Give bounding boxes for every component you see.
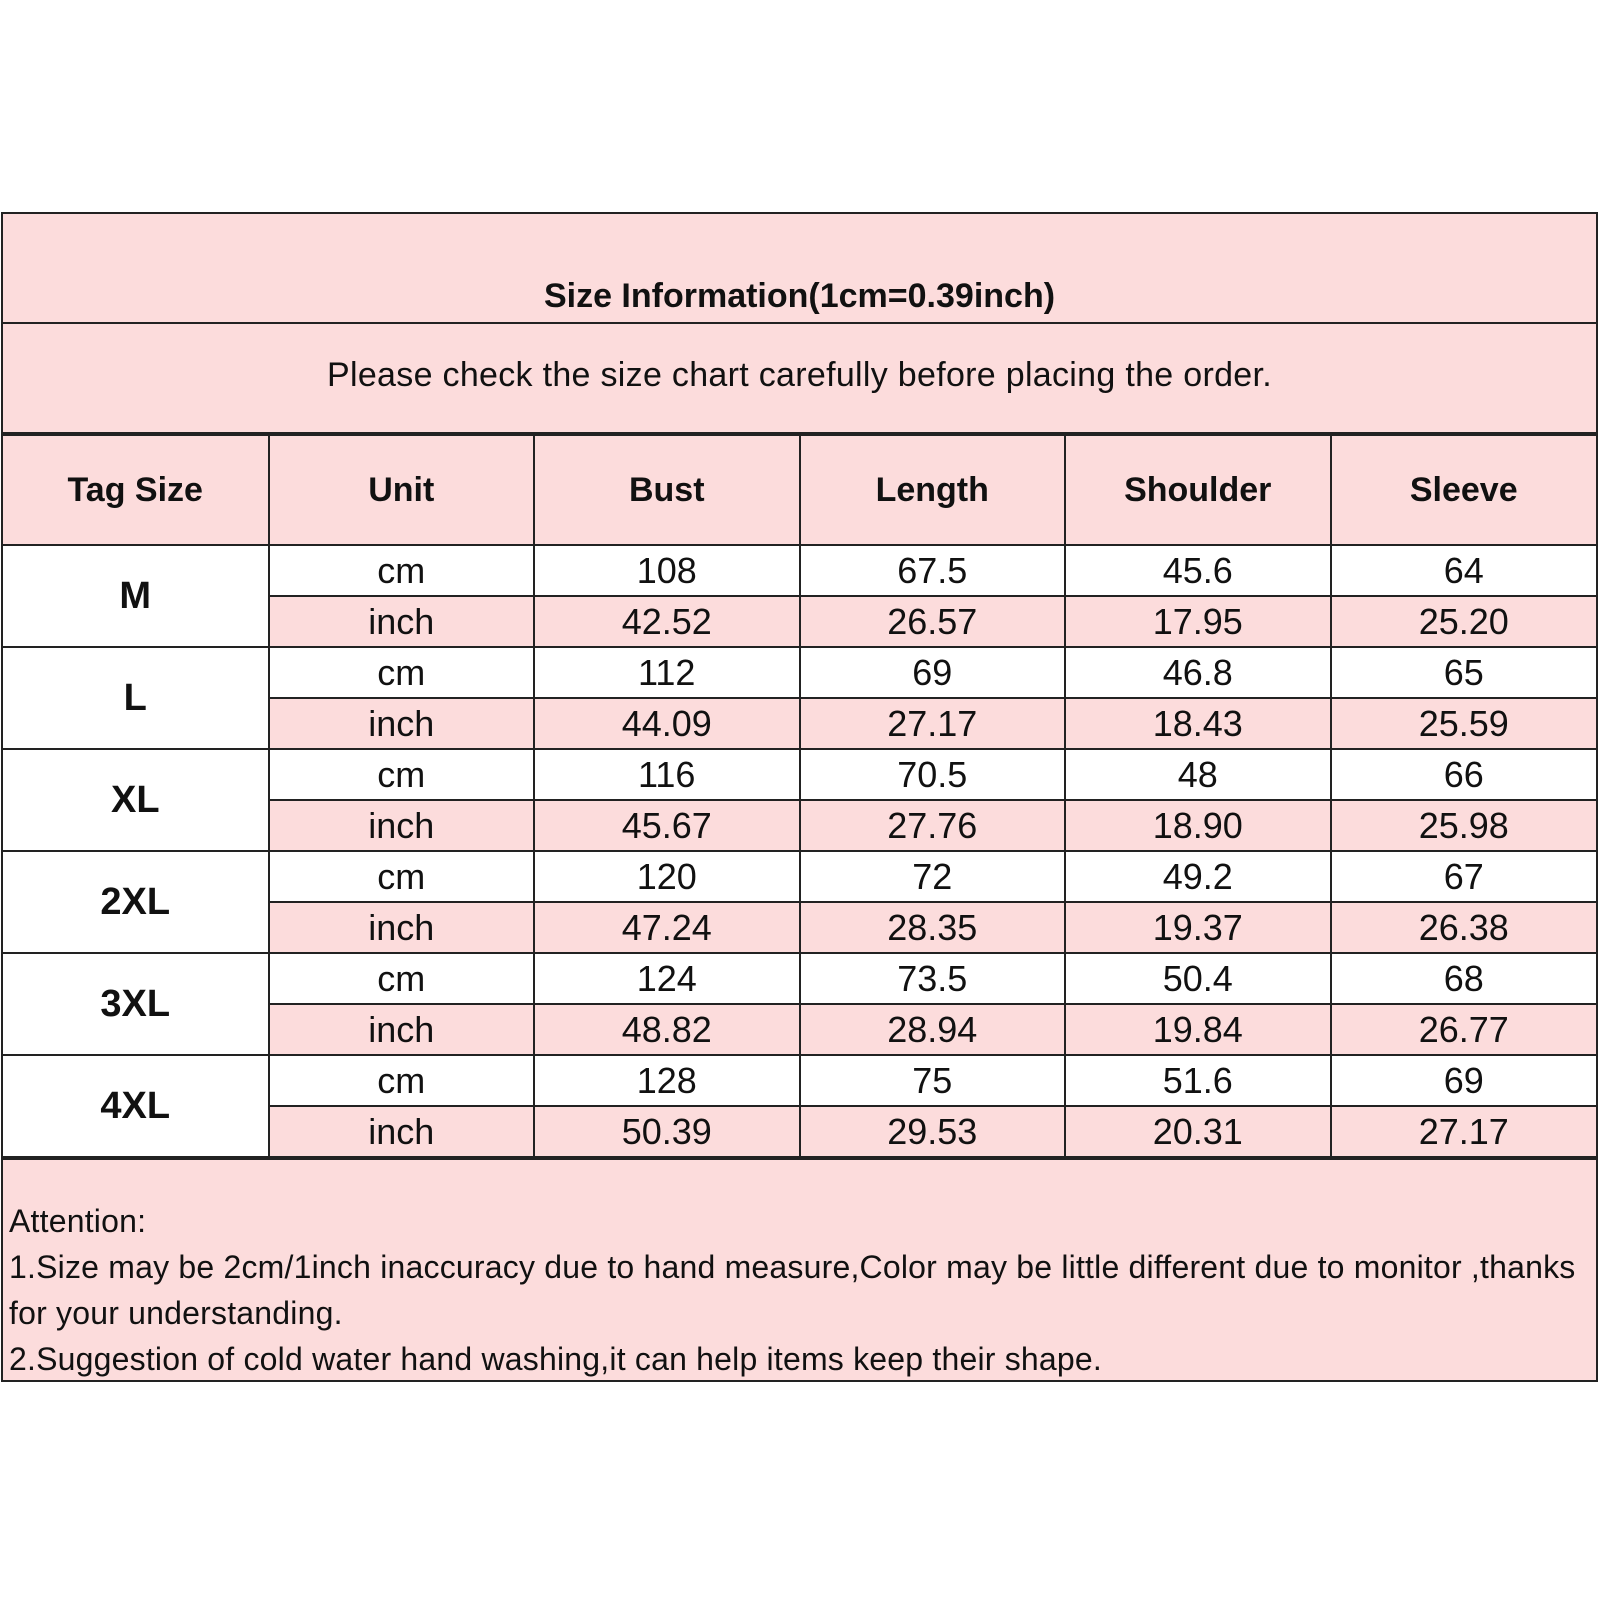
- bust-cell: 47.24: [534, 902, 800, 953]
- title-row: [3, 214, 1596, 324]
- unit-cell: inch: [269, 698, 535, 749]
- bust-cell: 116: [534, 749, 800, 800]
- tag-size-cell: 2XL: [3, 851, 269, 953]
- tag-size-cell: 3XL: [3, 953, 269, 1055]
- bust-cell: 120: [534, 851, 800, 902]
- size-table: [3, 434, 1596, 1158]
- sleeve-cell: 66: [1331, 749, 1597, 800]
- shoulder-cell: 18.90: [1065, 800, 1331, 851]
- shoulder-cell: 20.31: [1065, 1106, 1331, 1157]
- length-cell: 28.35: [800, 902, 1066, 953]
- tag-size-cell: M: [3, 545, 269, 647]
- tag-size-cell: XL: [3, 749, 269, 851]
- table-row: [3, 545, 1596, 596]
- unit-cell: inch: [269, 902, 535, 953]
- shoulder-cell: 17.95: [1065, 596, 1331, 647]
- length-cell: 28.94: [800, 1004, 1066, 1055]
- length-cell: 75: [800, 1055, 1066, 1106]
- shoulder-cell: 51.6: [1065, 1055, 1331, 1106]
- tag-size-cell: L: [3, 647, 269, 749]
- length-cell: 67.5: [800, 545, 1066, 596]
- bust-cell: 42.52: [534, 596, 800, 647]
- bust-cell: 112: [534, 647, 800, 698]
- unit-cell: cm: [269, 647, 535, 698]
- bust-cell: 128: [534, 1055, 800, 1106]
- length-cell: 72: [800, 851, 1066, 902]
- sleeve-cell: 27.17: [1331, 1106, 1597, 1157]
- header-length: Length: [800, 435, 1066, 545]
- attention-note-1: 1.Size may be 2cm/1inch inaccuracy due to hand measure,Color may be little different due to monitor ,thanks for your understanding.: [9, 1249, 1576, 1331]
- shoulder-cell: 46.8: [1065, 647, 1331, 698]
- unit-cell: cm: [269, 953, 535, 1004]
- attention-note-2: 2.Suggestion of cold water hand washing,it can help items keep their shape.: [9, 1341, 1102, 1377]
- notice-row: [3, 324, 1596, 434]
- table-row: [3, 953, 1596, 1004]
- length-cell: 70.5: [800, 749, 1066, 800]
- header-unit: Unit: [269, 435, 535, 545]
- shoulder-cell: 45.6: [1065, 545, 1331, 596]
- sleeve-cell: 69: [1331, 1055, 1597, 1106]
- unit-cell: cm: [269, 749, 535, 800]
- attention-notes: [3, 1158, 1596, 1382]
- sleeve-cell: 25.98: [1331, 800, 1597, 851]
- length-cell: 27.76: [800, 800, 1066, 851]
- sleeve-cell: 26.77: [1331, 1004, 1597, 1055]
- sleeve-cell: 25.20: [1331, 596, 1597, 647]
- chart-title: Size Information(1cm=0.39inch): [543, 277, 1056, 315]
- shoulder-cell: 18.43: [1065, 698, 1331, 749]
- sleeve-cell: 25.59: [1331, 698, 1597, 749]
- bust-cell: 108: [534, 545, 800, 596]
- unit-cell: cm: [269, 1055, 535, 1106]
- length-cell: 26.57: [800, 596, 1066, 647]
- shoulder-cell: 50.4: [1065, 953, 1331, 1004]
- table-row: [3, 1055, 1596, 1106]
- notice-text: Please check the size chart carefully before placing the order.: [327, 355, 1272, 394]
- header-bust: Bust: [534, 435, 800, 545]
- length-cell: 29.53: [800, 1106, 1066, 1157]
- unit-cell: inch: [269, 596, 535, 647]
- sleeve-cell: 68: [1331, 953, 1597, 1004]
- shoulder-cell: 49.2: [1065, 851, 1331, 902]
- sleeve-cell: 67: [1331, 851, 1597, 902]
- shoulder-cell: 19.37: [1065, 902, 1331, 953]
- size-chart: [1, 212, 1598, 1382]
- unit-cell: cm: [269, 851, 535, 902]
- shoulder-cell: 19.84: [1065, 1004, 1331, 1055]
- bust-cell: 50.39: [534, 1106, 800, 1157]
- table-row: [3, 749, 1596, 800]
- header-row: [3, 435, 1596, 545]
- sleeve-cell: 65: [1331, 647, 1597, 698]
- sleeve-cell: 64: [1331, 545, 1597, 596]
- tag-size-cell: 4XL: [3, 1055, 269, 1157]
- header-tag-size: Tag Size: [3, 435, 269, 545]
- shoulder-cell: 48: [1065, 749, 1331, 800]
- length-cell: 73.5: [800, 953, 1066, 1004]
- unit-cell: inch: [269, 1106, 535, 1157]
- table-row: [3, 851, 1596, 902]
- length-cell: 27.17: [800, 698, 1066, 749]
- attention-heading: Attention:: [9, 1203, 147, 1239]
- unit-cell: inch: [269, 800, 535, 851]
- sleeve-cell: 26.38: [1331, 902, 1597, 953]
- unit-cell: inch: [269, 1004, 535, 1055]
- header-sleeve: Sleeve: [1331, 435, 1597, 545]
- header-shoulder: Shoulder: [1065, 435, 1331, 545]
- bust-cell: 44.09: [534, 698, 800, 749]
- table-row: [3, 647, 1596, 698]
- bust-cell: 48.82: [534, 1004, 800, 1055]
- unit-cell: cm: [269, 545, 535, 596]
- bust-cell: 124: [534, 953, 800, 1004]
- bust-cell: 45.67: [534, 800, 800, 851]
- length-cell: 69: [800, 647, 1066, 698]
